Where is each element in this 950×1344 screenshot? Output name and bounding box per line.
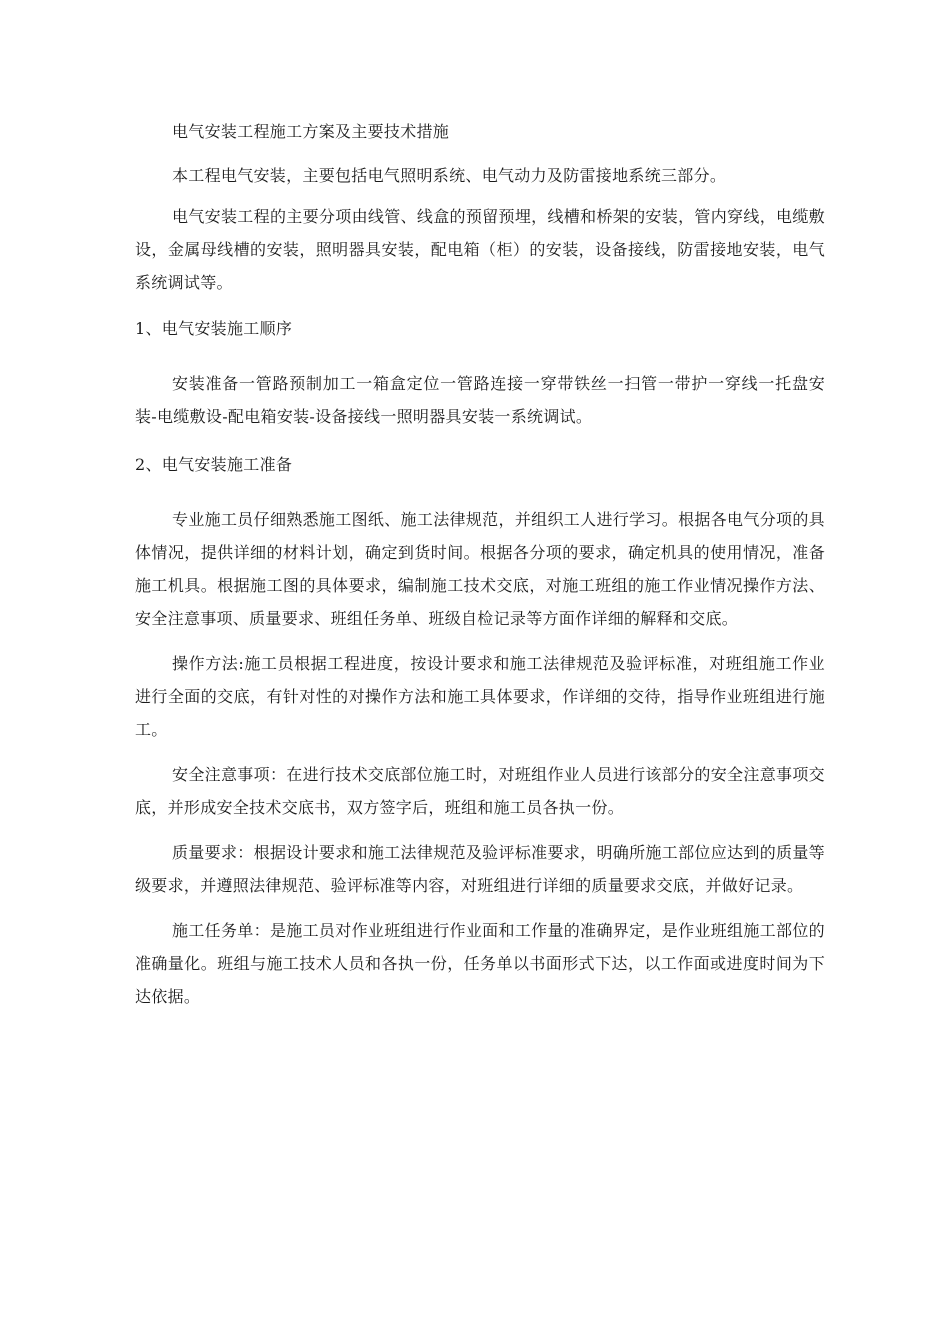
scope-paragraph: 电气安装工程的主要分项由线管、线盒的预留预埋，线槽和桥架的安装，管内穿线，电缆敷设，金属母线槽的安装，照明器具安装，配电箱（柜）的安装，设备接线，防雷接地安装，电气系统调试等。 bbox=[135, 207, 825, 292]
sequence-paragraph: 安装准备一管路预制加工一箱盒定位一管路连接一穿带铁丝一扫管一带护一穿线一托盘安装-电缆敷设-配电箱安装-设备接线一照明器具安装一系统调试。 bbox=[135, 374, 825, 426]
section-heading-sequence: 1、电气安装施工顺序 bbox=[135, 319, 293, 338]
intro-paragraph: 本工程电气安装，主要包括电气照明系统、电气动力及防雷接地系统三部分。 bbox=[172, 166, 727, 185]
preparation-paragraph: 专业施工员仔细熟悉施工图纸、施工法律规范，并组织工人进行学习。根据各电气分项的具体情况，提供详细的材料计划，确定到货时间。根据各分项的要求，确定机具的使用情况，准备施工机具。根据施工图的具体要求，编制施工技术交底，对施工班组的施工作业情况操作方法、安全注意事项、质量要求、班组任务单、班级自检记录等方面作详细的解释和交底。 bbox=[135, 510, 825, 628]
section-heading-preparation: 2、电气安装施工准备 bbox=[135, 455, 293, 474]
safety-paragraph: 安全注意事项：在进行技术交底部位施工时，对班组作业人员进行该部分的安全注意事项交底，并形成安全技术交底书，双方签字后，班组和施工员各执一份。 bbox=[135, 765, 825, 817]
quality-paragraph: 质量要求：根据设计要求和施工法律规范及验评标准要求，明确所施工部位应达到的质量等级要求，并遵照法律规范、验评标准等内容，对班组进行详细的质量要求交底，并做好记录。 bbox=[135, 843, 825, 895]
operation-method-paragraph: 操作方法:施工员根据工程进度，按设计要求和施工法律规范及验评标准，对班组施工作业进行全面的交底，有针对性的对操作方法和施工具体要求，作详细的交待，指导作业班组进行施工。 bbox=[135, 654, 825, 739]
document-body bbox=[135, 120, 825, 1025]
task-sheet-paragraph: 施工任务单：是施工员对作业班组进行作业面和工作量的准确界定，是作业班组施工部位的准确量化。班组与施工技术人员和各执一份，任务单以书面形式下达，以工作面或进度时间为下达依据。 bbox=[135, 921, 825, 1006]
document-title: 电气安装工程施工方案及主要技术措施 bbox=[172, 122, 450, 141]
